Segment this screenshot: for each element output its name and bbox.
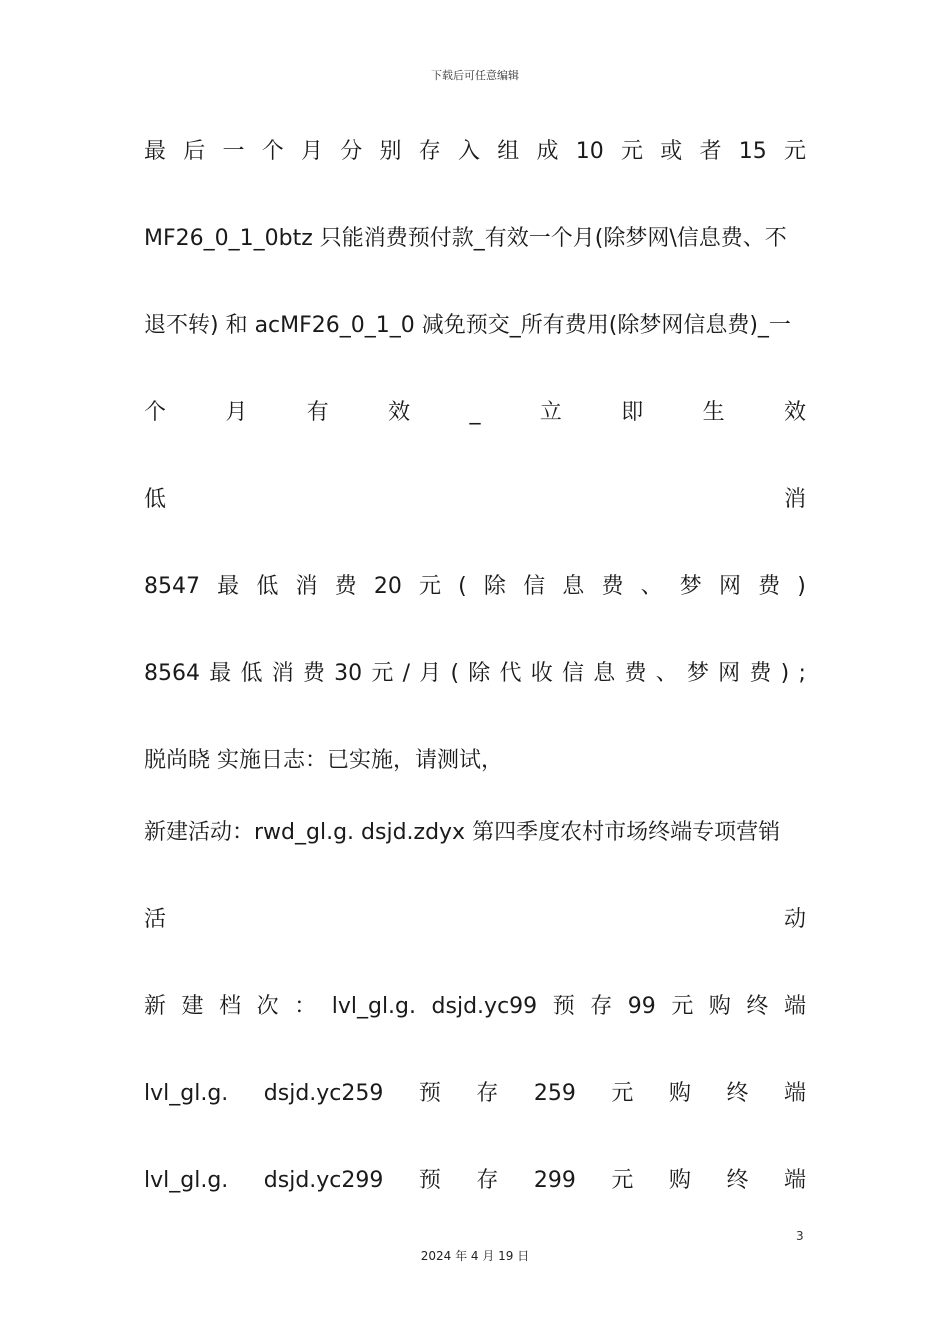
line-token: 后 <box>183 139 206 164</box>
line-token: _ <box>469 400 481 425</box>
line-token: 最 <box>209 661 232 686</box>
line-token: 消 <box>271 661 294 686</box>
document-line <box>144 137 806 167</box>
line-token: 购 <box>668 1081 691 1106</box>
line-token: 活 <box>144 907 167 932</box>
line-token: 99 <box>627 994 656 1019</box>
line-token: ) <box>797 574 806 599</box>
line-token: 网 <box>718 661 741 686</box>
page-number: 3 <box>796 1229 804 1243</box>
document-line <box>144 398 806 428</box>
line-token: 月 <box>225 400 248 425</box>
line-token: 信 <box>523 574 546 599</box>
document-line: 退不转) 和 acMF26_0_1_0 减免预交_所有费用(除梦网信息费)_一 <box>144 313 791 338</box>
line-token: 费 <box>601 574 624 599</box>
line-token: 购 <box>708 994 731 1019</box>
line-token: 299 <box>533 1168 576 1193</box>
line-token: 入 <box>458 139 481 164</box>
line-token: 259 <box>533 1081 576 1106</box>
line-token: 代 <box>499 661 522 686</box>
line-token: 购 <box>668 1168 691 1193</box>
line-token: 信 <box>562 661 585 686</box>
line-token: 15 <box>738 139 767 164</box>
line-token: 收 <box>530 661 553 686</box>
line-token: 预 <box>552 994 575 1019</box>
line-token: 预 <box>418 1081 441 1106</box>
line-token: 存 <box>418 139 441 164</box>
line-token: 元 <box>419 574 442 599</box>
line-token: 或 <box>660 139 683 164</box>
line-token: 梦 <box>686 661 709 686</box>
line-token: lvl_gl.g. <box>144 1168 229 1193</box>
line-token: 次 <box>256 994 279 1019</box>
line-token: 终 <box>726 1081 749 1106</box>
line-token: 20 <box>373 574 402 599</box>
line-token: 费 <box>758 574 781 599</box>
line-token: 存 <box>590 994 613 1019</box>
line-token: 8547 <box>144 574 200 599</box>
line-token: lvl_gl.g. <box>331 994 417 1019</box>
line-token: 端 <box>783 994 806 1019</box>
line-token: 新 <box>144 994 167 1019</box>
line-token: 组 <box>497 139 520 164</box>
line-token: ： <box>294 994 317 1019</box>
line-token: 元 <box>671 994 694 1019</box>
document-line <box>144 572 806 602</box>
document-line <box>144 485 806 515</box>
document-line <box>144 992 806 1022</box>
line-token: 端 <box>783 1168 806 1193</box>
line-token: 消 <box>783 487 806 512</box>
line-token: 除 <box>468 661 491 686</box>
line-token: 元 <box>620 139 643 164</box>
line-token: 终 <box>726 1168 749 1193</box>
footer-date: 2024 年 4 月 19 日 <box>420 1249 530 1263</box>
line-token: 低 <box>240 661 263 686</box>
line-token: 立 <box>539 400 562 425</box>
document-line <box>144 659 806 689</box>
line-token: 费 <box>302 661 325 686</box>
line-token: 月 <box>301 139 324 164</box>
line-token: 、 <box>655 661 678 686</box>
line-token: ( <box>450 661 460 686</box>
line-token: 别 <box>379 139 402 164</box>
line-token: 息 <box>562 574 585 599</box>
line-token: 端 <box>783 1081 806 1106</box>
line-token: 月 <box>419 661 442 686</box>
document-line: MF26_0_1_0btz 只能消费预付款_有效一个月(除梦网\信息费、不 <box>144 226 787 251</box>
document-line: 脱尚晓 实施日志：已实施，请测试， <box>144 748 503 773</box>
line-token: 低 <box>144 487 167 512</box>
line-token: 预 <box>418 1168 441 1193</box>
line-token: 元 <box>371 661 394 686</box>
line-token: 低 <box>256 574 279 599</box>
line-token: 成 <box>536 139 559 164</box>
line-token: 30 <box>334 661 363 686</box>
line-token: 存 <box>476 1168 499 1193</box>
line-token: 8564 <box>144 661 200 686</box>
line-token: 终 <box>746 994 769 1019</box>
line-token: 个 <box>144 400 167 425</box>
line-token: 梦 <box>679 574 702 599</box>
line-token: 最 <box>144 139 167 164</box>
line-token: dsjd.yc299 <box>263 1168 384 1193</box>
line-token: 10 <box>575 139 604 164</box>
line-token: 者 <box>699 139 722 164</box>
line-token: 息 <box>593 661 616 686</box>
line-token: 费 <box>334 574 357 599</box>
line-token: 建 <box>181 994 204 1019</box>
document-line: 新建活动：rwd_gl.g. dsjd.zdyx 第四季度农村市场终端专项营销 <box>144 820 781 845</box>
document-line <box>144 905 806 935</box>
line-token: 生 <box>702 400 725 425</box>
line-token: 有 <box>306 400 329 425</box>
line-token: 一 <box>222 139 245 164</box>
line-token: 个 <box>261 139 284 164</box>
line-token: dsjd.yc99 <box>431 994 538 1019</box>
line-token: lvl_gl.g. <box>144 1081 229 1106</box>
line-token: 分 <box>340 139 363 164</box>
line-token: 档 <box>219 994 242 1019</box>
document-line <box>144 1166 806 1196</box>
line-token: / <box>402 661 411 686</box>
page-header: 下载后可任意编辑 <box>431 69 519 82</box>
line-token: 费 <box>624 661 647 686</box>
line-token: 即 <box>621 400 644 425</box>
line-token: 除 <box>483 574 506 599</box>
line-token: ; <box>798 661 806 686</box>
line-token: 消 <box>295 574 318 599</box>
line-token: 效 <box>388 400 411 425</box>
line-token: 元 <box>611 1081 634 1106</box>
line-token: dsjd.yc259 <box>263 1081 384 1106</box>
line-token: 网 <box>718 574 741 599</box>
line-token: 存 <box>476 1081 499 1106</box>
document-line <box>144 1079 806 1109</box>
line-token: 、 <box>640 574 663 599</box>
line-token: 最 <box>217 574 240 599</box>
line-token: 费 <box>749 661 772 686</box>
line-token: 元 <box>783 139 806 164</box>
line-token: 效 <box>783 400 806 425</box>
line-token: ) <box>780 661 790 686</box>
line-token: 元 <box>611 1168 634 1193</box>
line-token: ( <box>458 574 467 599</box>
line-token: 动 <box>783 907 806 932</box>
